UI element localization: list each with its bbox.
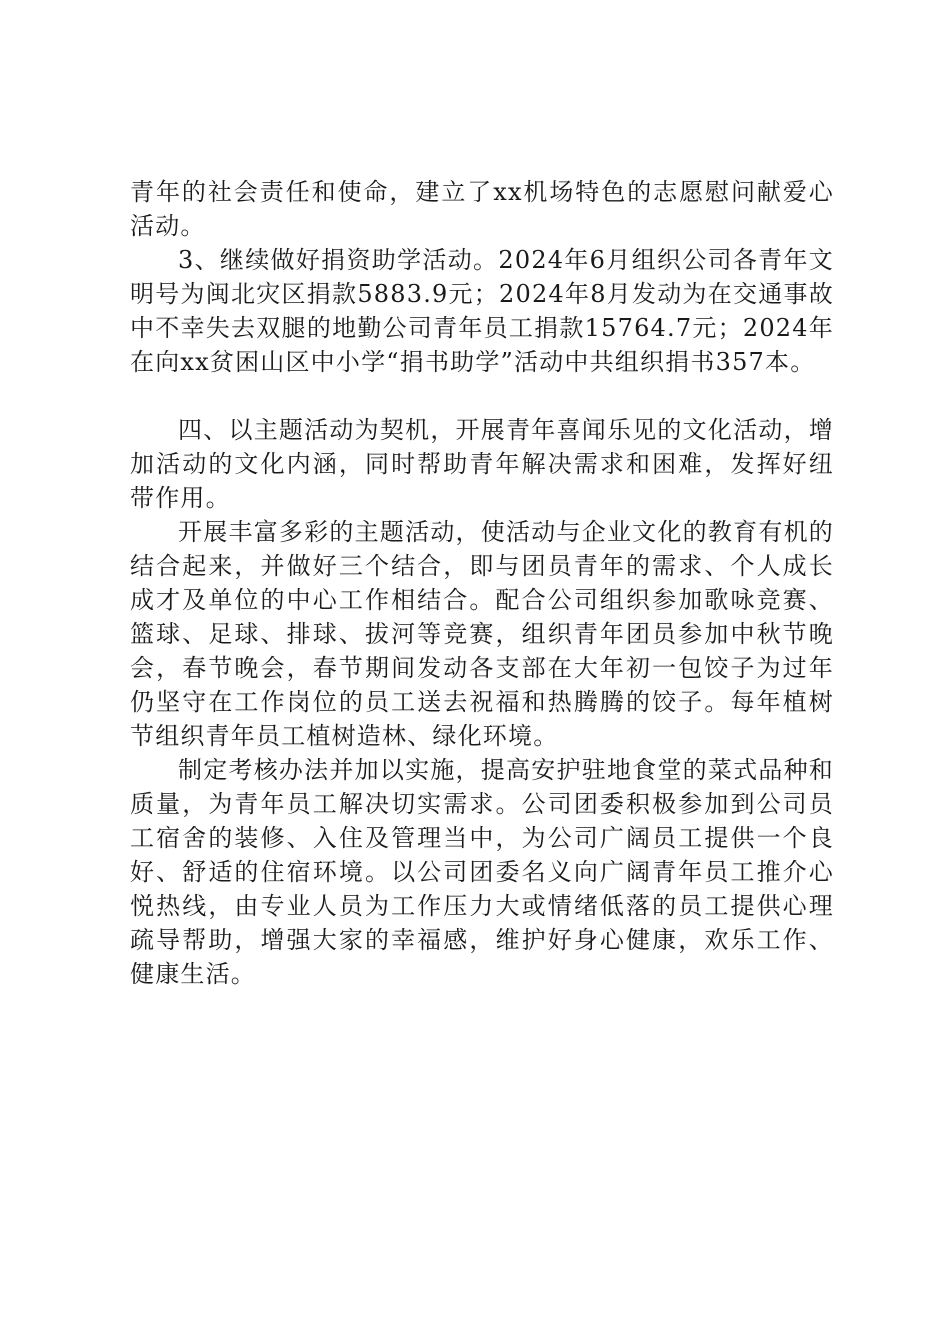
section-heading-four: 四、以主题活动为契机，开展青年喜闻乐见的文化活动，增加活动的文化内涵，同时帮助青年解决需求和困难，发挥好纽带作用。 [130, 416, 834, 512]
document-page [130, 175, 834, 991]
paragraph-theme-activities: 开展丰富多彩的主题活动，使活动与企业文化的教育有机的结合起来，并做好三个结合，即与团员青年的需求、个人成长成才及单位的中心工作相结合。配合公司组织参加歌咏竞赛、篮球、足球、排球、拔河等竞赛，组织青年团员参加中秋节晚会，春节晚会，春节期间发动各支部在大年初一包饺子为过年仍坚守在工作岗位的员工送去祝福和热腾腾的饺子。每年植树节组织青年员工植树造林、绿化环境。 [130, 518, 834, 750]
paragraph-donation-activity: 3、继续做好捐资助学活动。2024年6月组织公司各青年文明号为闽北灾区捐款5883.9元；2024年8月发动为在交通事故中不幸失去双腿的地勤公司青年员工捐款15764.7元；2024年在向xx贫困山区中小学“捐书助学”活动中共组织捐书357本。 [130, 246, 834, 376]
paragraph-assessment-measures: 制定考核办法并加以实施，提高安护驻地食堂的菜式品种和质量，为青年员工解决切实需求。公司团委积极参加到公司员工宿舍的装修、入住及管理当中，为公司广阔员工提供一个良好、舒适的住宿环境。以公司团委名义向广阔青年员工推介心悦热线，由专业人员为工作压力大或情绪低落的员工提供心理疏导帮助，增强大家的幸福感，维护好身心健康，欢乐工作、健康生活。 [130, 756, 834, 988]
paragraph-continuation: 青年的社会责任和使命，建立了xx机场特色的志愿慰问献爱心活动。 [130, 178, 834, 240]
